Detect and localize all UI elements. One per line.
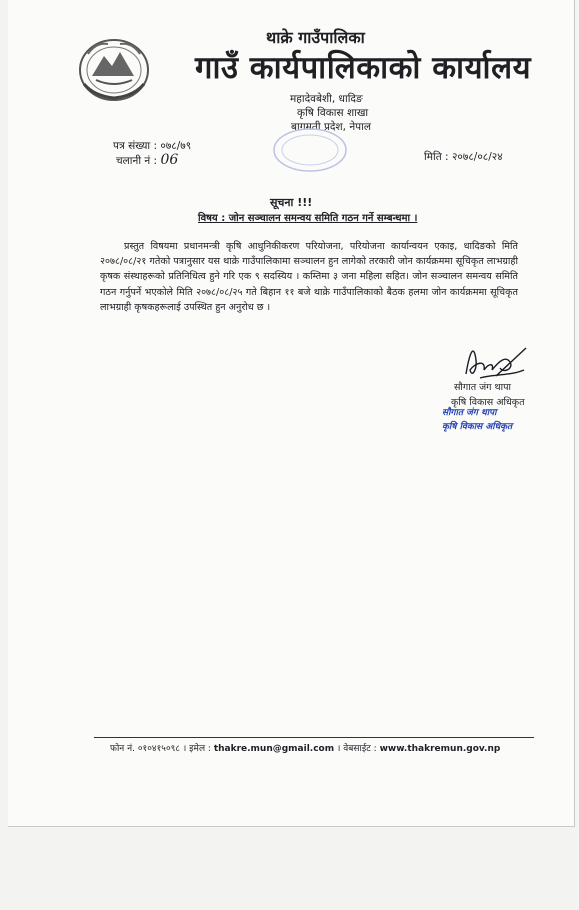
contact-footer: फोन नं. ०१०४१५०९८ । इमेल : thakre.mun@gmail.com । वेबसाईट : www.thakremun.gov.np [110,744,501,754]
notice-body: प्रस्तुत विषयमा प्रधानमन्त्री कृषि आधुनिकीकरण परियोजना, परियोजना कार्यान्वयन एकाइ, धादिङको मिति २०७८/०८/२१ गतेको पत्रानुसार यस थाक्रे गाउँपालिकामा सञ्चालन हुन लागेको तरकारी जोन कार्यक्रममा सूचिकृत लाभग्राही कृषक संस्थाहरूको प्रतिनिधित्व हुने गरि एक ९ सदस्यिय । कम्तिमा ३ जना महिला सहित। जोन सञ्चालन समन्वय समिति गठन गर्नुपर्ने भएकोले मिति २०७८/०८/२५ गते बिहान ११ बजे थाक्रे गाउँपालिकाको बैठक हलमा जोन कार्यक्रममा सूचिकृत लाभग्राही कृषकहरूलाई उपस्थित हुन अनुरोध छ । [100,241,518,313]
signatory-post: कृषि विकास अधिकृत [451,397,525,408]
notice-title: सूचना !!! [270,196,313,209]
dispatch-number: चलानी नं : 06 [116,152,179,168]
letter-page [8,0,575,827]
office-title: गाउँ कार्यपालिकाको कार्यालय [195,50,532,86]
address-line-3: बागमती प्रदेश, नेपाल [291,121,371,133]
address-line-1: महादेवबेशी, धादिङ [290,93,363,105]
address-line-2: कृषि विकास शाखा [297,107,369,119]
nepal-emblem-icon [74,34,154,104]
website-address: www.thakremun.gov.np [379,744,501,754]
letter-number: पत्र संख्या : ०७८/७९ [113,140,192,152]
office-seal-icon [270,126,350,174]
signatory-name: सौगात जंग थापा [454,382,511,393]
signatory-stamp: सौगात जंग थापा कृषि विकास अधिकृत [442,408,513,432]
letter-date: मिति : २०७८/०८/२४ [424,151,503,163]
footer-divider [94,737,534,738]
email-address: thakre.mun@gmail.com [213,744,335,754]
notice-subject: विषय : जोन सञ्चालन समन्वय समिति गठन गर्ने सम्बन्धमा । [198,213,418,224]
municipality-name: थाक्रे गाउँपालिका [266,28,365,47]
handwritten-signature [460,340,530,382]
